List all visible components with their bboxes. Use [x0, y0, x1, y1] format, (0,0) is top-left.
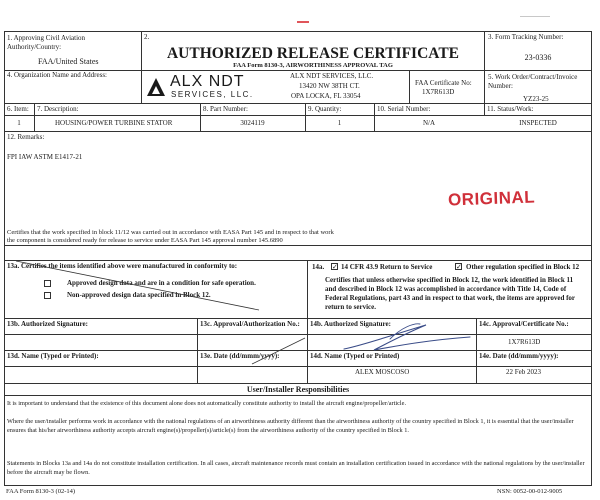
- block5-value: YZ23-25: [523, 95, 549, 103]
- block13d-label: 13d. Name (Typed or Printed):: [7, 352, 99, 360]
- block1-value: FAA/United States: [38, 57, 99, 66]
- block13-void-strike: [197, 334, 307, 366]
- alx-logo: [146, 74, 270, 102]
- block14a-certification-line1: Certifies that unless otherwise specified in Block 12, the work identified in Block 11: [325, 276, 574, 284]
- logo-name: ALX NDT: [170, 73, 245, 90]
- other-regulation-label: Other regulation specified in Block 12: [466, 263, 580, 271]
- block1-label: 1. Approving Civil Aviation Authority/Country:: [7, 34, 86, 51]
- org-address-line3: OPA LOCKA, FL 33054: [291, 92, 361, 100]
- approved-design-label: Approved design data and are in a condition for safe operation.: [67, 279, 256, 287]
- form-number-footer: FAA Form 8130-3 (02-14): [6, 488, 76, 495]
- block13a-void-strike: [4, 260, 304, 318]
- block14e-value: 22 Feb 2023: [506, 368, 541, 376]
- item-part-number: 3024119: [240, 119, 265, 127]
- block13c-label: 13c. Approval/Authorization No.:: [200, 320, 300, 328]
- block14a-certification-line4: return to service.: [325, 303, 376, 311]
- remarks-certification-line1: Certifies that the work specified in block 11/12 was carried out in accordance with EASA Part 145 and in respect to that work: [7, 229, 334, 236]
- corner-mark: [297, 21, 309, 23]
- other-regulation-checkbox[interactable]: ✓: [456, 263, 462, 271]
- block9-header: 9. Quantity:: [308, 105, 342, 113]
- block10-header: 10. Serial Number:: [377, 105, 431, 113]
- block14a-label: 14a.: [312, 263, 325, 271]
- block11-header: 11. Status/Work:: [487, 105, 534, 113]
- block2-label: 2.: [144, 33, 150, 41]
- org-address-line2: 13420 NW 38TH CT.: [299, 82, 360, 90]
- block14a-certification-line2: and described in Block 12 was accomplished in accordance with Title 14, Code of: [325, 285, 567, 293]
- faa-certificate-label: FAA Certificate No:: [415, 79, 472, 87]
- faa-certificate-value: 1X7R613D: [422, 88, 455, 96]
- responsibilities-paragraph-3: Statements in Blocks 13a and 14a do not constitute installation certification. In all cases, aircraft maintenance records must contain an installation certification issued in accordance with the national regulations by the user/installer before the aircraft may be flown.: [7, 460, 585, 476]
- form-title: AUTHORIZED RELEASE CERTIFICATE: [166, 45, 459, 62]
- block14b-label: 14b. Authorized Signature:: [310, 320, 391, 328]
- block6-header: 6. Item:: [7, 105, 29, 113]
- block14d-label: 14d. Name (Typed or Printed): [310, 352, 400, 360]
- item-serial-number: N/A: [422, 119, 436, 127]
- org-address-line1: ALX NDT SERVICES, LLC.: [290, 72, 374, 80]
- form-subtitle: FAA Form 8130-3, AIRWORTHINESS APPROVAL TAG: [233, 62, 393, 69]
- block14c-value: 1X7R613D: [508, 338, 541, 346]
- block14e-label: 14e. Date (dd/mmm/yyyy):: [479, 352, 559, 360]
- responsibilities-paragraph-2: Where the user/installer performs work in accordance with the national regulations of an airworthiness authority different than the airworthiness authority of the country specified in Block 1, it is essential that the user/installer ensures that his/her airworthiness authority accepts aircraft engine(s)/propeller(s)/article(s) from the airworthiness authority of the country specified in Block 1.: [7, 418, 574, 434]
- block8-header: 8. Part Number:: [203, 105, 248, 113]
- block13b-label: 13b. Authorized Signature:: [7, 320, 88, 328]
- logo-triangle-icon: [146, 77, 166, 97]
- item-status: INSPECTED: [519, 119, 557, 127]
- block14a-certification-line3: Federal Regulations, part 43 and in respect to that work, the items are approved for: [325, 294, 576, 302]
- non-approved-design-label: Non-approved design data specified in Block 12.: [67, 291, 211, 299]
- cfr-43-9-label: 14 CFR 43.9 Return to Service: [341, 263, 433, 271]
- block7-header: 7. Description:: [37, 105, 79, 113]
- original-stamp: ORIGINAL: [447, 187, 536, 210]
- block13a-label: 13a. Certifies the items identified above were manufactured in conformity to:: [7, 262, 238, 270]
- cfr-43-9-checkbox[interactable]: ✓: [332, 263, 338, 271]
- block3-label: 3. Form Tracking Number:: [488, 33, 564, 41]
- item-quantity: 1: [337, 119, 342, 127]
- authorized-signature-icon: [340, 319, 480, 353]
- item-description: HOUSING/POWER TURBINE STATOR: [55, 119, 173, 127]
- responsibilities-heading: User/Installer Responsibilities: [246, 385, 350, 394]
- item-number: 1: [17, 119, 21, 127]
- remarks-certification-line2: the component is considered ready for release to service under EASA Part 145 approval number 145.6890: [7, 237, 283, 244]
- block5-label: 5. Work Order/Contract/Invoice Number:: [488, 73, 578, 90]
- responsibilities-paragraph-1: It is important to understand that the existence of this document alone does not automatically constitute authority to install the aircraft engine/propeller/article.: [7, 400, 407, 407]
- block13e-label: 13e. Date (dd/mmm/yyyy):: [200, 352, 280, 360]
- corner-mark: [520, 16, 550, 17]
- logo-subtitle: SERVICES, LLC.: [171, 90, 254, 99]
- block4-label: 4. Organization Name and Address:: [7, 71, 107, 79]
- nsn-footer: NSN: 0052-00-012-9005: [497, 488, 563, 495]
- block14c-label: 14c. Approval/Certificate No.:: [479, 320, 569, 328]
- block14d-value: ALEX MOSCOSO: [355, 368, 410, 376]
- block12-label: 12. Remarks:: [7, 133, 45, 141]
- remarks-text: FPI IAW ASTM E1417-21: [7, 153, 83, 161]
- block3-value: 23-0336: [524, 53, 552, 62]
